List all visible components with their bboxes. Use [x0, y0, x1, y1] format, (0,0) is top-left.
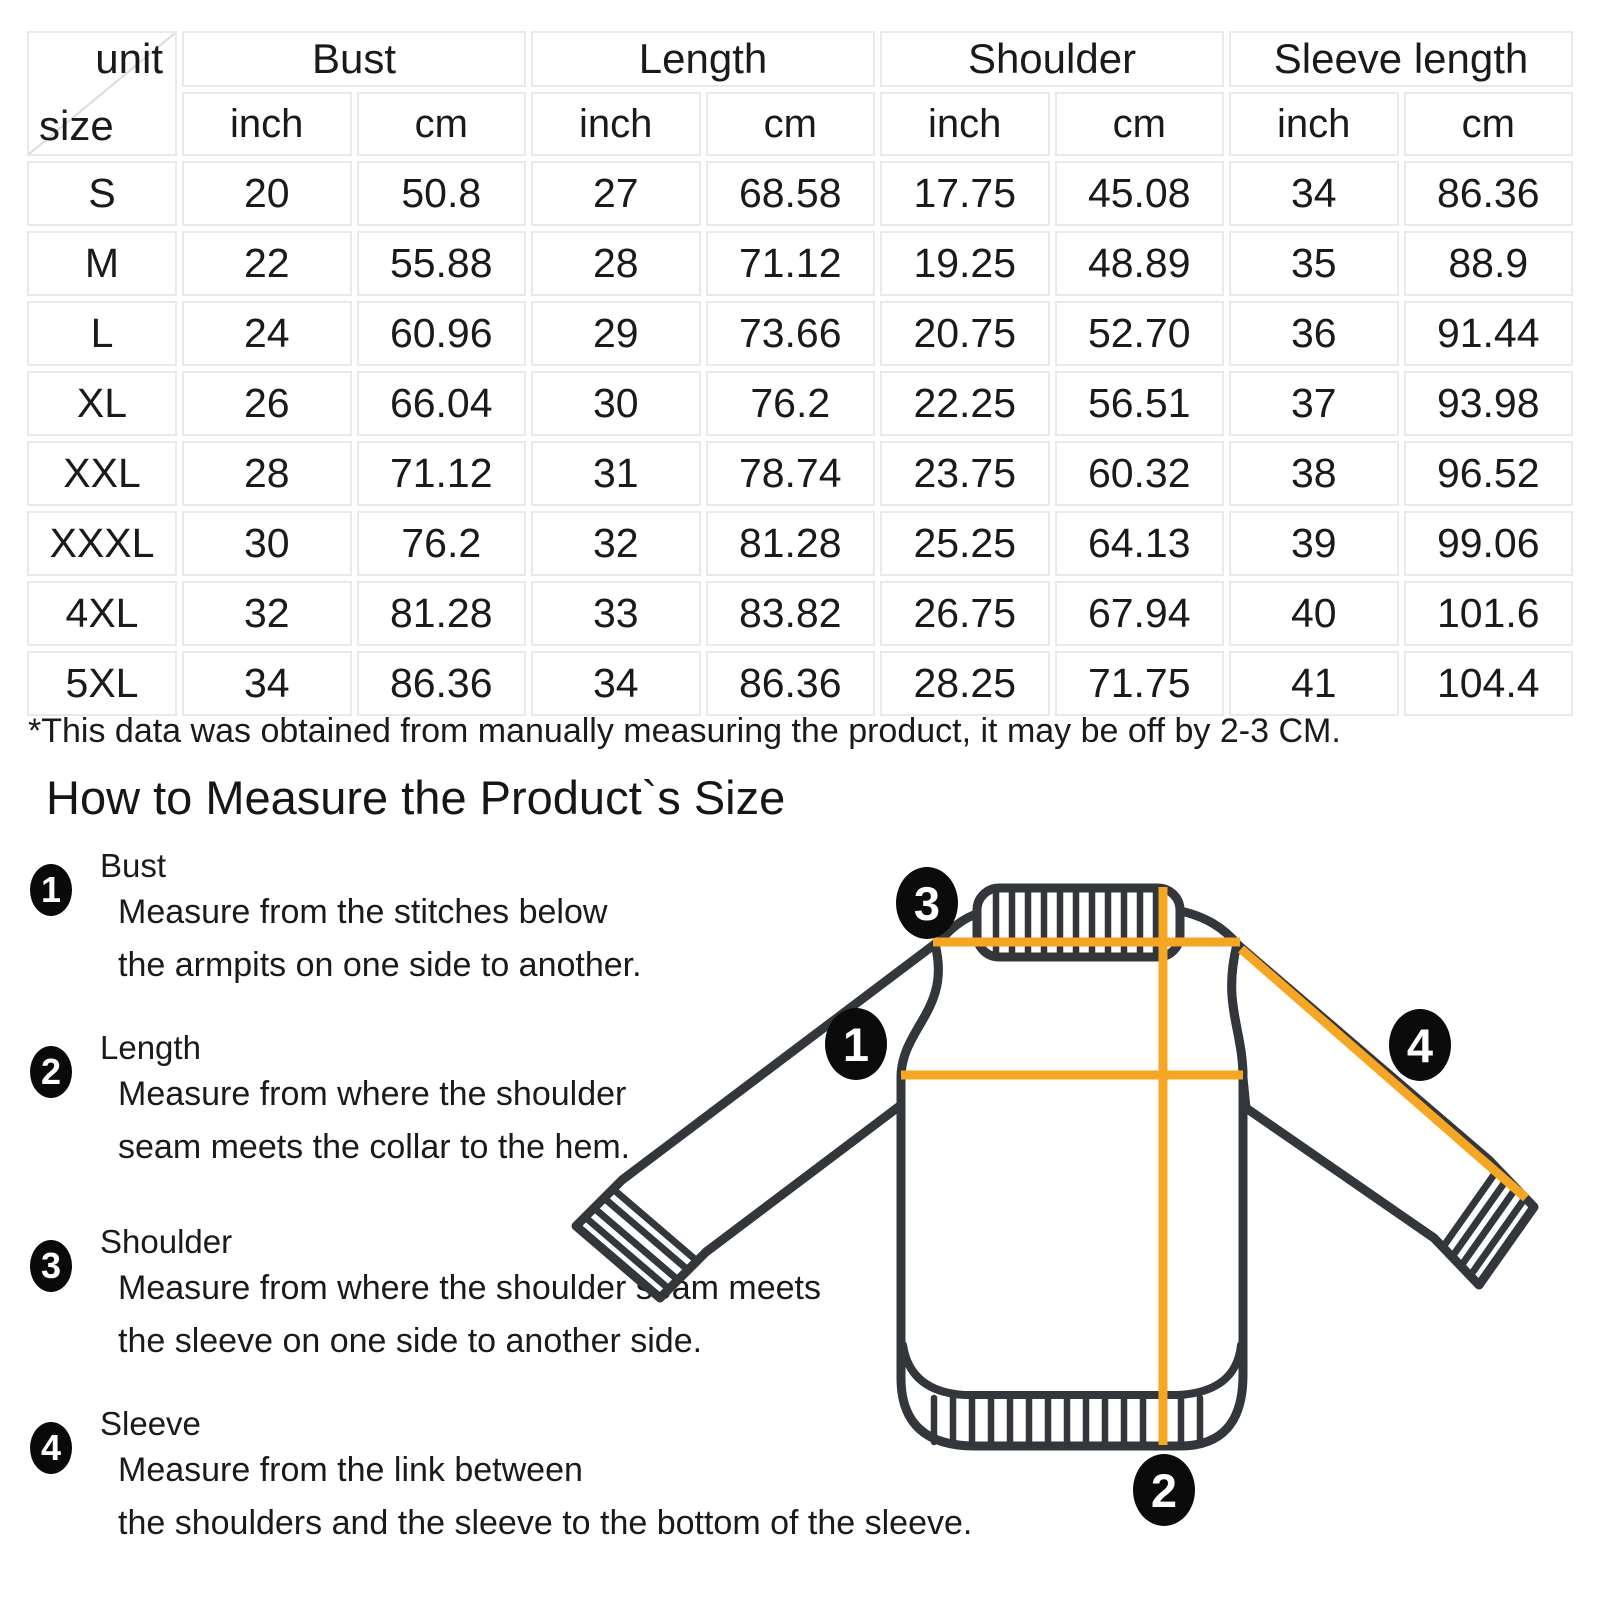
value-cell: 52.70 [1055, 301, 1225, 366]
value-cell: 24 [182, 301, 352, 366]
value-cell: 55.88 [357, 231, 527, 296]
instruction-number-badge: 2 [30, 1046, 72, 1098]
value-cell: 23.75 [880, 441, 1050, 506]
value-cell: 20 [182, 161, 352, 226]
value-cell: 28 [531, 231, 701, 296]
sweater-left-sleeve [576, 944, 938, 1298]
instruction-line: Measure from where the shoulder seam meets [118, 1269, 821, 1307]
instruction-line: the sleeve on one side to another side. [118, 1322, 703, 1360]
size-cell: L [27, 301, 177, 366]
value-cell: 26.75 [880, 581, 1050, 646]
value-cell: 56.51 [1055, 371, 1225, 436]
value-cell: 66.04 [357, 371, 527, 436]
value-cell: 25.25 [880, 511, 1050, 576]
size-cell: XL [27, 371, 177, 436]
size-cell: 5XL [27, 651, 177, 716]
corner-size-label: size [39, 102, 114, 149]
value-cell: 96.52 [1404, 441, 1574, 506]
value-cell: 36 [1229, 301, 1399, 366]
value-cell: 17.75 [880, 161, 1050, 226]
size-cell: XXL [27, 441, 177, 506]
value-cell: 104.4 [1404, 651, 1574, 716]
value-cell: 39 [1229, 511, 1399, 576]
value-cell: 26 [182, 371, 352, 436]
value-cell: 30 [182, 511, 352, 576]
size-cell: S [27, 161, 177, 226]
unit-header: inch [531, 92, 701, 156]
instruction-line: Measure from the link between [118, 1451, 583, 1489]
marker-length-number: 2 [1150, 1464, 1178, 1517]
instruction-line: seam meets the collar to the hem. [118, 1128, 631, 1166]
value-cell: 101.6 [1404, 581, 1574, 646]
value-cell: 71.75 [1055, 651, 1225, 716]
value-cell: 86.36 [357, 651, 527, 716]
instruction-line: the shoulders and the sleeve to the bottom of the sleeve. [118, 1504, 973, 1542]
unit-header: cm [706, 92, 876, 156]
value-cell: 81.28 [357, 581, 527, 646]
value-cell: 29 [531, 301, 701, 366]
marker-shoulder-number: 3 [913, 877, 941, 930]
value-cell: 60.32 [1055, 441, 1225, 506]
instruction-line: the armpits on one side to another. [118, 946, 642, 984]
sweater-body [901, 944, 1243, 1446]
sweater-right-sleeve [1232, 944, 1534, 1285]
value-cell: 73.66 [706, 301, 876, 366]
value-cell: 35 [1229, 231, 1399, 296]
value-cell: 40 [1229, 581, 1399, 646]
value-cell: 41 [1229, 651, 1399, 716]
value-cell: 76.2 [706, 371, 876, 436]
instruction-label: Sleeve [100, 1405, 201, 1442]
value-cell: 68.58 [706, 161, 876, 226]
instruction-line: Measure from the stitches below [118, 893, 608, 931]
value-cell: 45.08 [1055, 161, 1225, 226]
value-cell: 38 [1229, 441, 1399, 506]
size-cell: M [27, 231, 177, 296]
column-group-shoulder: Shoulder [880, 31, 1224, 87]
instruction-number-badge: 4 [30, 1422, 72, 1474]
column-group-length: Length [531, 31, 875, 87]
value-cell: 31 [531, 441, 701, 506]
unit-header: inch [182, 92, 352, 156]
column-group-sleeve-length: Sleeve length [1229, 31, 1573, 87]
value-cell: 20.75 [880, 301, 1050, 366]
value-cell: 81.28 [706, 511, 876, 576]
unit-header: cm [1055, 92, 1225, 156]
unit-header: cm [357, 92, 527, 156]
value-cell: 32 [182, 581, 352, 646]
value-cell: 71.12 [357, 441, 527, 506]
value-cell: 34 [1229, 161, 1399, 226]
instruction-label: Shoulder [100, 1223, 233, 1260]
size-cell: 4XL [27, 581, 177, 646]
marker-bust-number: 1 [842, 1018, 870, 1071]
value-cell: 64.13 [1055, 511, 1225, 576]
value-cell: 91.44 [1404, 301, 1574, 366]
marker-sleeve-number: 4 [1406, 1019, 1434, 1072]
unit-header: inch [880, 92, 1050, 156]
value-cell: 22 [182, 231, 352, 296]
value-cell: 60.96 [357, 301, 527, 366]
instruction-label: Bust [100, 847, 167, 884]
value-cell: 86.36 [706, 651, 876, 716]
value-cell: 28.25 [880, 651, 1050, 716]
value-cell: 76.2 [357, 511, 527, 576]
value-cell: 48.89 [1055, 231, 1225, 296]
instruction-line: Measure from where the shoulder [118, 1075, 627, 1113]
value-cell: 78.74 [706, 441, 876, 506]
value-cell: 71.12 [706, 231, 876, 296]
value-cell: 37 [1229, 371, 1399, 436]
value-cell: 34 [531, 651, 701, 716]
value-cell: 67.94 [1055, 581, 1225, 646]
corner-unit-label: unit [95, 35, 163, 82]
instruction-label: Length [100, 1029, 201, 1066]
column-group-bust: Bust [182, 31, 526, 87]
value-cell: 33 [531, 581, 701, 646]
value-cell: 34 [182, 651, 352, 716]
size-cell: XXXL [27, 511, 177, 576]
value-cell: 88.9 [1404, 231, 1574, 296]
value-cell: 93.98 [1404, 371, 1574, 436]
unit-header: inch [1229, 92, 1399, 156]
value-cell: 86.36 [1404, 161, 1574, 226]
value-cell: 28 [182, 441, 352, 506]
value-cell: 27 [531, 161, 701, 226]
value-cell: 32 [531, 511, 701, 576]
unit-header: cm [1404, 92, 1574, 156]
instruction-number-badge: 3 [30, 1240, 72, 1292]
measurement-note: *This data was obtained from manually measuring the product, it may be off by 2-3 CM. [28, 712, 1341, 750]
value-cell: 99.06 [1404, 511, 1574, 576]
howto-heading: How to Measure the Product`s Size [46, 771, 786, 824]
instruction-number-badge: 1 [30, 864, 72, 916]
value-cell: 83.82 [706, 581, 876, 646]
value-cell: 19.25 [880, 231, 1050, 296]
value-cell: 22.25 [880, 371, 1050, 436]
value-cell: 30 [531, 371, 701, 436]
value-cell: 50.8 [357, 161, 527, 226]
